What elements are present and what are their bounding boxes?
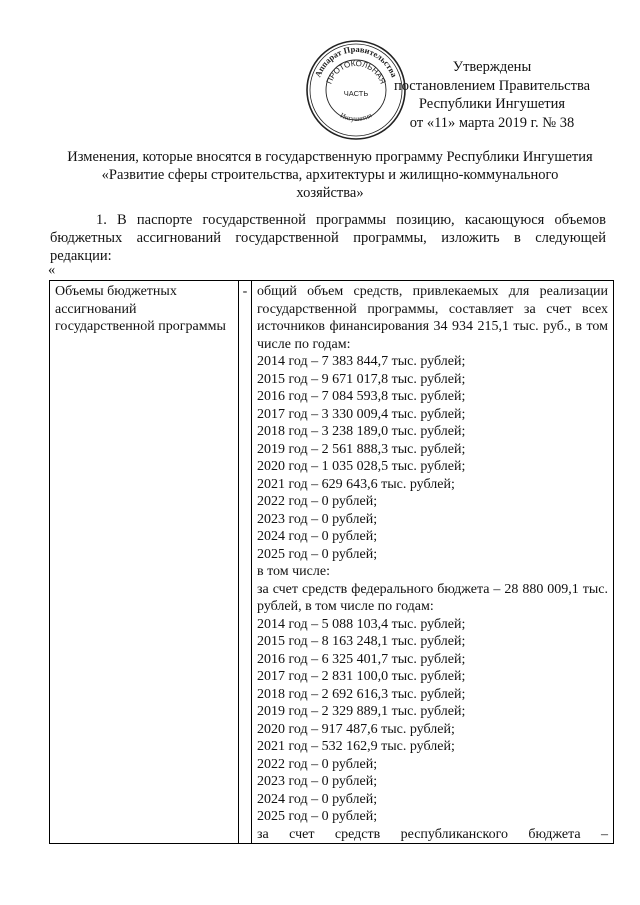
content-cell [252,281,614,844]
svg-text:ПРОТОКОЛЬНАЯ: ПРОТОКОЛЬНАЯ [324,58,388,86]
list-item: 2023 год – 0 рублей; [257,774,378,789]
row-label-cell [50,281,239,844]
passport-table [49,280,614,844]
dash: - [242,284,248,299]
dash-cell [239,281,252,844]
total-years-list [257,353,608,563]
list-item: 2023 год – 0 рублей; [257,511,378,527]
open-quote: « [48,262,56,278]
list-item: 2025 год – 0 рублей; [257,546,378,562]
list-item: 2020 год – 1 035 028,5 тыс. рублей; [257,459,466,474]
title-line-3: хозяйства» [296,185,364,201]
republic-intro: за счет средств республиканского бюджета – [257,826,608,842]
row-label: Объемы бюджетных ассигнований государственной программы [55,284,226,334]
title-line-2: «Развитие сферы строительства, архитектуры и жилищно-коммунального [101,167,559,183]
list-item: 2016 год – 6 325 401,7 тыс. рублей; [257,651,466,667]
svg-text:ЧАСТЬ: ЧАСТЬ [343,89,369,98]
approval-line-2: постановлением Правительства [393,77,591,94]
total-intro: общий объем средств, привлекаемых для реализации государственной программы, составляет за счет всех источников финансирования 34 934 215,1 тыс. руб., в том числе по годам: [257,284,608,352]
approval-block [382,58,602,132]
list-item: 2015 год – 9 671 017,8 тыс. рублей; [257,371,466,387]
list-item: 2017 год – 2 831 100,0 тыс. рублей; [257,669,466,684]
including-label: в том числе: [257,564,330,579]
list-item: 2020 год – 917 487,6 тыс. рублей; [257,721,455,737]
svg-text:Аппарат Правительства: Аппарат Правительства [312,43,400,79]
list-item: 2018 год – 3 238 189,0 тыс. рублей; [257,424,466,439]
document-title [50,148,610,202]
federal-intro: за счет средств федерального бюджета – 28 880 009,1 тыс. рублей, в том числе по годам: [257,581,608,614]
svg-text:Ингушетия: Ингушетия [338,111,374,124]
list-item: 2019 год – 2 561 888,3 тыс. рублей; [257,441,466,457]
approval-line-4: от «11» марта 2019 г. № 38 [409,114,575,131]
amendment-paragraph: 1. В паспорте государственной программы позицию, касающуюся объемов бюджетных ассигнований государственной программы, изложить в следующей редакции: [50,212,606,264]
list-item: 2022 год – 0 рублей; [257,494,378,509]
list-item: 2025 год – 0 рублей; [257,809,378,824]
list-item: 2015 год – 8 163 248,1 тыс. рублей; [257,634,466,649]
title-line-1: Изменения, которые вносятся в государственную программу Республики Ингушетия [67,149,593,165]
list-item: 2024 год – 0 рублей; [257,529,378,544]
list-item: 2021 год – 532 162,9 тыс. рублей; [257,739,455,754]
list-item: 2016 год – 7 084 593,8 тыс. рублей; [257,389,466,404]
list-item: 2014 год – 7 383 844,7 тыс. рублей; [257,354,466,369]
list-item: 2019 год – 2 329 889,1 тыс. рублей; [257,704,466,719]
list-item: 2017 год – 3 330 009,4 тыс. рублей; [257,406,466,422]
list-item: 2021 год – 629 643,6 тыс. рублей; [257,476,455,492]
list-item: 2014 год – 5 088 103,4 тыс. рублей; [257,616,466,632]
approval-line-1: Утверждены [452,59,532,75]
list-item: 2024 год – 0 рублей; [257,791,378,807]
federal-years-list [257,616,608,826]
table-row [50,281,614,844]
list-item: 2022 год – 0 рублей; [257,756,378,772]
list-item: 2018 год – 2 692 616,3 тыс. рублей; [257,686,466,702]
approval-line-3: Республики Ингушетия [418,96,566,112]
